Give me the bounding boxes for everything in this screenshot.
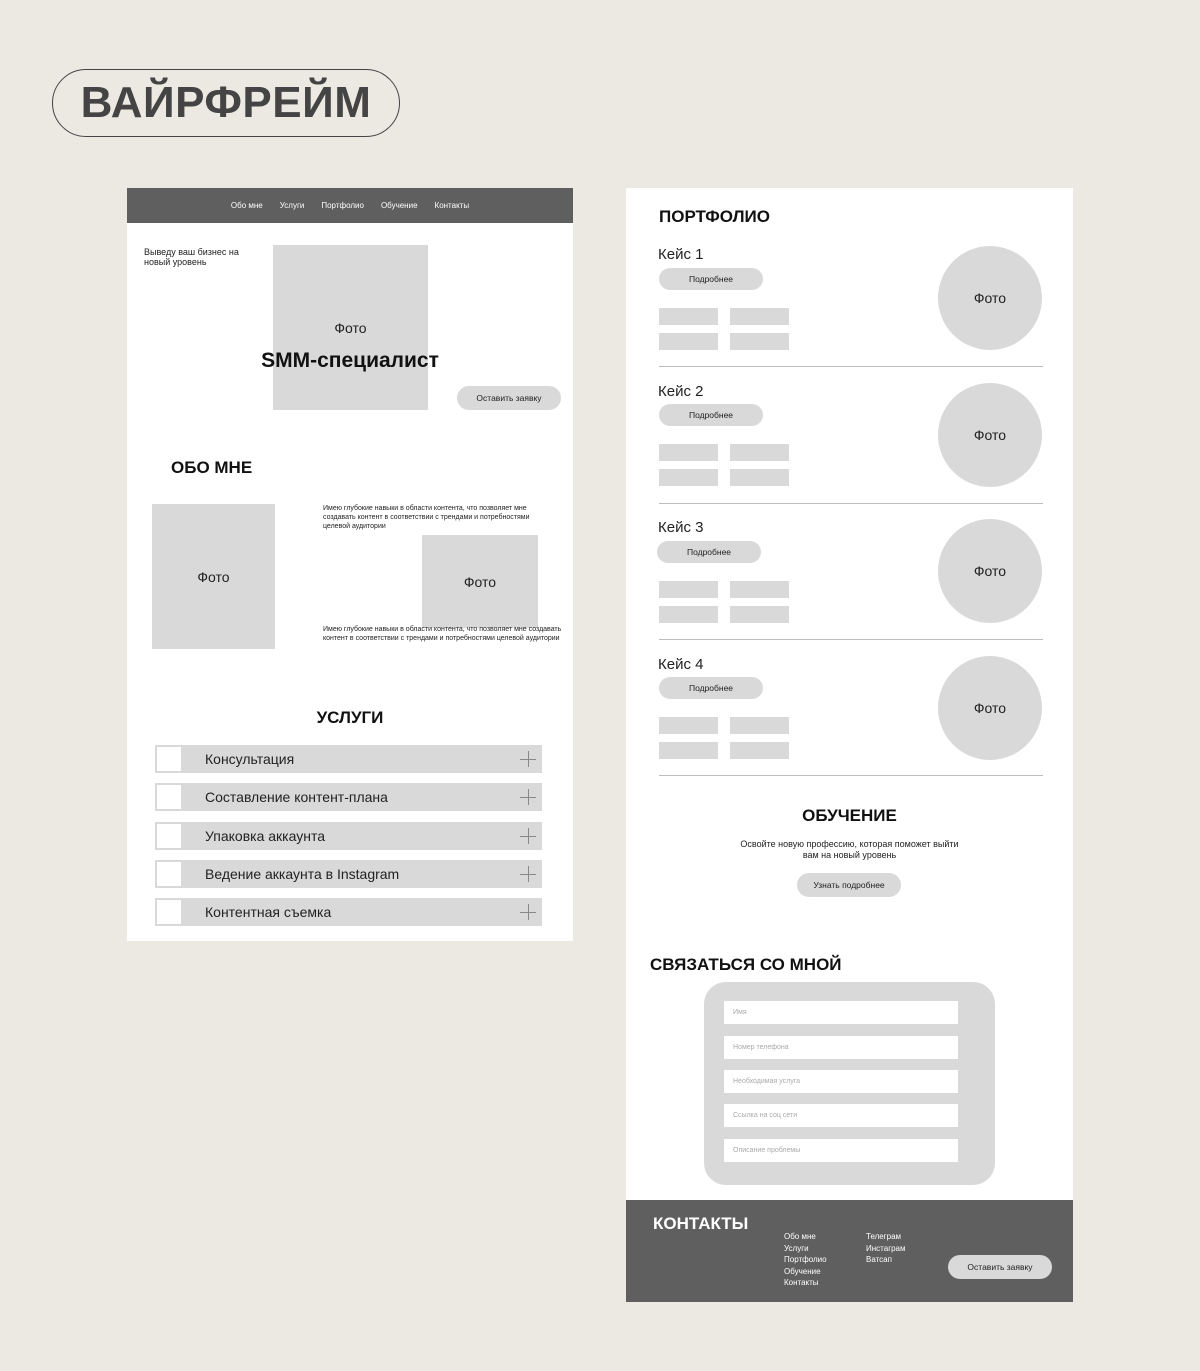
divider: [659, 775, 1043, 776]
plus-icon[interactable]: [520, 904, 536, 920]
nav-item-education[interactable]: Обучение: [380, 201, 418, 210]
divider: [659, 366, 1043, 367]
placeholder-block: [730, 742, 789, 759]
footer-link-about[interactable]: Обо мне: [784, 1232, 816, 1241]
photo-label: Фото: [334, 319, 367, 336]
divider: [659, 639, 1043, 640]
problem-description-field[interactable]: Описание проблемы: [724, 1139, 958, 1162]
footer-link-portfolio[interactable]: Портфолио: [784, 1255, 827, 1264]
photo-label: Фото: [197, 568, 230, 585]
hero-title: SMM-специалист: [261, 349, 439, 372]
case-title: Кейс 1: [658, 246, 704, 263]
placeholder-block: [659, 606, 718, 623]
name-field[interactable]: Имя: [724, 1001, 958, 1024]
service-label: Консультация: [205, 751, 295, 767]
footer-nav: [784, 1231, 827, 1289]
hero-cta-button[interactable]: Оставить заявку: [457, 386, 561, 410]
footer-link-telegram[interactable]: Телеграм: [866, 1232, 902, 1241]
nav-item-portfolio[interactable]: Портфолио: [321, 201, 364, 210]
photo-label: Фото: [973, 290, 1007, 306]
case-photo-placeholder: [938, 656, 1042, 760]
service-item[interactable]: [155, 745, 542, 773]
service-label: Контентная съемка: [205, 904, 332, 920]
portfolio-heading: ПОРТФОЛИО: [659, 207, 770, 226]
service-item[interactable]: [155, 822, 542, 850]
case-details-button[interactable]: Подробнее: [659, 404, 763, 426]
page-title: ВАЙРФРЕЙМ: [52, 69, 400, 137]
service-label: Составление контент-плана: [205, 789, 388, 805]
service-item[interactable]: [155, 898, 542, 926]
nav-item-contacts[interactable]: Контакты: [434, 201, 470, 210]
case-photo-placeholder: [938, 519, 1042, 623]
service-checkbox[interactable]: [157, 747, 181, 771]
placeholder-block: [730, 444, 789, 461]
hero-photo-placeholder: [273, 245, 428, 410]
case-photo-placeholder: [938, 383, 1042, 487]
about-heading: ОБО МНЕ: [171, 458, 253, 477]
case-photo-placeholder: [938, 246, 1042, 350]
photo-label: Фото: [973, 563, 1007, 579]
about-text-1: Имею глубокие навыки в области контента, что позволяет мне создавать контент в соответствии с трендами и потребностями целевой аудитории: [323, 505, 530, 530]
photo-label: Фото: [463, 573, 497, 590]
placeholder-block: [659, 308, 718, 325]
service-field[interactable]: Необходимая услуга: [724, 1070, 958, 1093]
placeholder-block: [730, 581, 789, 598]
wireframe-right: [626, 188, 1073, 1302]
education-heading: ОБУЧЕНИЕ: [802, 806, 897, 825]
plus-icon[interactable]: [520, 751, 536, 767]
top-nav: [127, 188, 573, 223]
about-photo-2: [422, 535, 538, 628]
placeholder-block: [730, 333, 789, 350]
service-checkbox[interactable]: [157, 900, 181, 924]
case-details-button[interactable]: Подробнее: [659, 677, 763, 699]
placeholder-block: [659, 469, 718, 486]
placeholder-block: [730, 717, 789, 734]
footer-link-contacts[interactable]: Контакты: [784, 1278, 819, 1287]
plus-icon[interactable]: [520, 789, 536, 805]
case-title: Кейс 3: [658, 519, 704, 536]
placeholder-block: [659, 444, 718, 461]
footer-link-services[interactable]: Услуги: [784, 1243, 809, 1253]
case-details-button[interactable]: Подробнее: [657, 541, 761, 563]
footer-link-instagram[interactable]: Инстаграм: [866, 1243, 906, 1253]
nav-item-services[interactable]: Услуги: [279, 201, 305, 210]
placeholder-block: [659, 333, 718, 350]
placeholder-block: [659, 581, 718, 598]
about-photo-1: [152, 504, 275, 649]
wireframe-left: [127, 188, 573, 941]
placeholder-block: [730, 606, 789, 623]
divider: [659, 503, 1043, 504]
education-details-button[interactable]: Узнать подробнее: [797, 873, 901, 897]
hero-tagline: Выведу ваш бизнес на новый уровень: [144, 247, 239, 267]
photo-label: Фото: [973, 700, 1007, 716]
service-checkbox[interactable]: [157, 862, 181, 886]
social-link-field[interactable]: Ссылка на соц сети: [724, 1104, 958, 1127]
case-details-button[interactable]: Подробнее: [659, 268, 763, 290]
footer-heading: КОНТАКТЫ: [653, 1214, 749, 1233]
case-title: Кейс 2: [658, 383, 704, 400]
footer-socials: [866, 1231, 906, 1266]
contact-heading: СВЯЗАТЬСЯ СО МНОЙ: [650, 955, 842, 974]
footer-link-education[interactable]: Обучение: [784, 1266, 821, 1276]
case-title: Кейс 4: [658, 656, 704, 673]
service-checkbox[interactable]: [157, 824, 181, 848]
contact-form: [704, 982, 995, 1185]
placeholder-block: [730, 469, 789, 486]
phone-field[interactable]: Номер телефона: [724, 1036, 958, 1059]
footer-link-whatsapp[interactable]: Ватсап: [866, 1255, 892, 1264]
footer-cta-button[interactable]: Оставить заявку: [948, 1255, 1052, 1279]
plus-icon[interactable]: [520, 866, 536, 882]
photo-label: Фото: [973, 427, 1007, 443]
nav-item-about[interactable]: Обо мне: [230, 201, 263, 210]
placeholder-block: [659, 742, 718, 759]
service-label: Ведение аккаунта в Instagram: [205, 866, 400, 882]
plus-icon[interactable]: [520, 828, 536, 844]
placeholder-block: [730, 308, 789, 325]
service-checkbox[interactable]: [157, 785, 181, 809]
services-heading: УСЛУГИ: [316, 708, 384, 727]
education-text: Освойте новую профессию, которая поможет выйти вам на новый уровень: [740, 839, 959, 860]
footer: [626, 1200, 1073, 1302]
placeholder-block: [659, 717, 718, 734]
about-text-2: Имею глубокие навыки в области контента, что позволяет мне создавать контент в соответствии с трендами и потребностями целевой аудитории: [323, 626, 562, 642]
service-item[interactable]: [155, 783, 542, 811]
service-item[interactable]: [155, 860, 542, 888]
service-label: Упаковка аккаунта: [205, 828, 325, 844]
